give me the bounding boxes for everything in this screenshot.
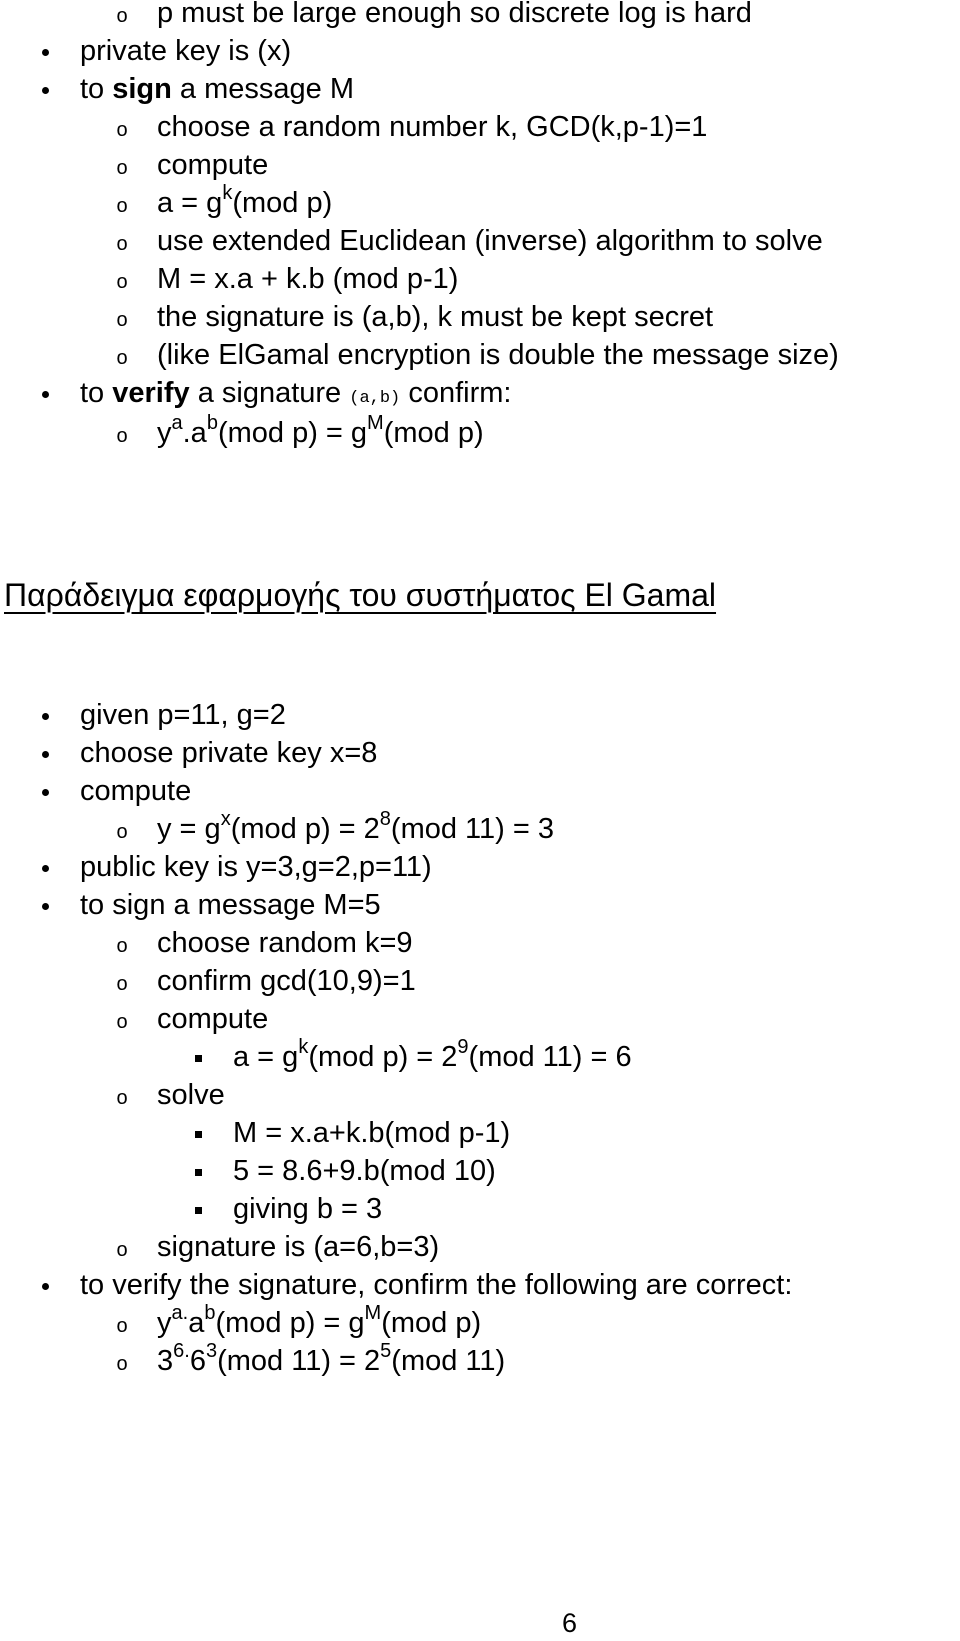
dot-bullet-icon [30,1265,60,1305]
sign-keyword: sign [112,73,172,105]
item-text: to sign a message M [80,73,355,105]
item-text: given p=11, g=2 [80,699,286,731]
square-bullet-icon [183,1113,213,1153]
item-text: compute [80,775,192,807]
circle-bullet-icon: o [116,5,128,27]
item-text: signature is (a=6,b=3) [157,1231,440,1263]
item-text: p must be large enough so discrete log is hard [157,0,752,29]
dot-bullet-icon [30,695,60,735]
formula: $y^a.a^b(mod$ $p) = g^M(mod$ p) [157,412,484,449]
circle-bullet-icon: o [116,1315,128,1337]
circle-bullet-icon: o [116,271,128,293]
dot-bullet-icon [30,373,60,413]
section-heading: Παράδειγμα εφαρμογής του συστήματος El Gamal [4,577,717,613]
item-text: compute [157,1003,269,1035]
circle-bullet-icon: o [116,935,128,957]
item-text: to verify the signature, confirm the following are correct: [80,1269,793,1301]
formula: $y^{a.}a^b(mod$ $p) = g^M(mod$ p) [157,1302,482,1339]
item-text: confirm gcd(10,9)=1 [157,965,416,997]
circle-bullet-icon: o [116,309,128,331]
verify-keyword: verify [112,377,190,409]
item-text: the signature is (a,b), k must be kept secret [157,301,714,333]
square-bullet-icon [183,1037,213,1077]
dot-bullet-icon [30,847,60,887]
item-text: to sign a message M=5 [80,889,381,921]
formula: M = x.a+k.b(mod p-1) [233,1117,511,1149]
dot-bullet-icon [30,885,60,925]
formula: $3^{6.}6^3(mod$ $11) = 2^5(mod$ 11) [157,1340,506,1377]
circle-bullet-icon: o [116,1087,128,1109]
formula: M = x.a + k.b (mod p-1) [157,263,459,295]
circle-bullet-icon: o [116,119,128,141]
item-text: public key is y=3,g=2,p=11) [80,851,432,883]
dot-bullet-icon [30,69,60,109]
circle-bullet-icon: o [116,1239,128,1261]
formula: 5 = 8.6+9.b(mod 10) [233,1155,496,1187]
item-text: choose random k=9 [157,927,413,959]
circle-bullet-icon: o [116,195,128,217]
item-text: choose private key x=8 [80,737,378,769]
circle-bullet-icon: o [116,233,128,255]
circle-bullet-icon: o [116,1011,128,1033]
item-text: compute [157,149,269,181]
item-text: to verify a signature (a,b) confirm: [80,377,512,409]
page-number: 6 [562,1608,578,1638]
square-bullet-icon [183,1189,213,1229]
square-bullet-icon [183,1151,213,1191]
circle-bullet-icon: o [116,1353,128,1375]
circle-bullet-icon: o [116,821,128,843]
circle-bullet-icon: o [116,425,128,447]
item-text: (like ElGamal encryption is double the message size) [157,339,839,371]
formula: $a = g^k(mod$ p) [157,182,333,219]
item-text: private key is (x) [80,35,292,67]
dot-bullet-icon [30,733,60,773]
circle-bullet-icon: o [116,973,128,995]
item-text: use extended Euclidean (inverse) algorithm to solve [157,225,823,257]
circle-bullet-icon: o [116,157,128,179]
item-text: solve [157,1079,225,1111]
formula: giving b = 3 [233,1193,383,1225]
item-text: choose a random number k, GCD(k,p-1)=1 [157,111,708,143]
formula: $y = g^x(mod$ $p) = 2^8(mod$ 11) = 3 [157,808,554,845]
dot-bullet-icon [30,31,60,71]
formula: $a = g^k(mod$ $p) = 2^9(mod$ 11) = 6 [233,1036,632,1073]
dot-bullet-icon [30,771,60,811]
circle-bullet-icon: o [116,347,128,369]
